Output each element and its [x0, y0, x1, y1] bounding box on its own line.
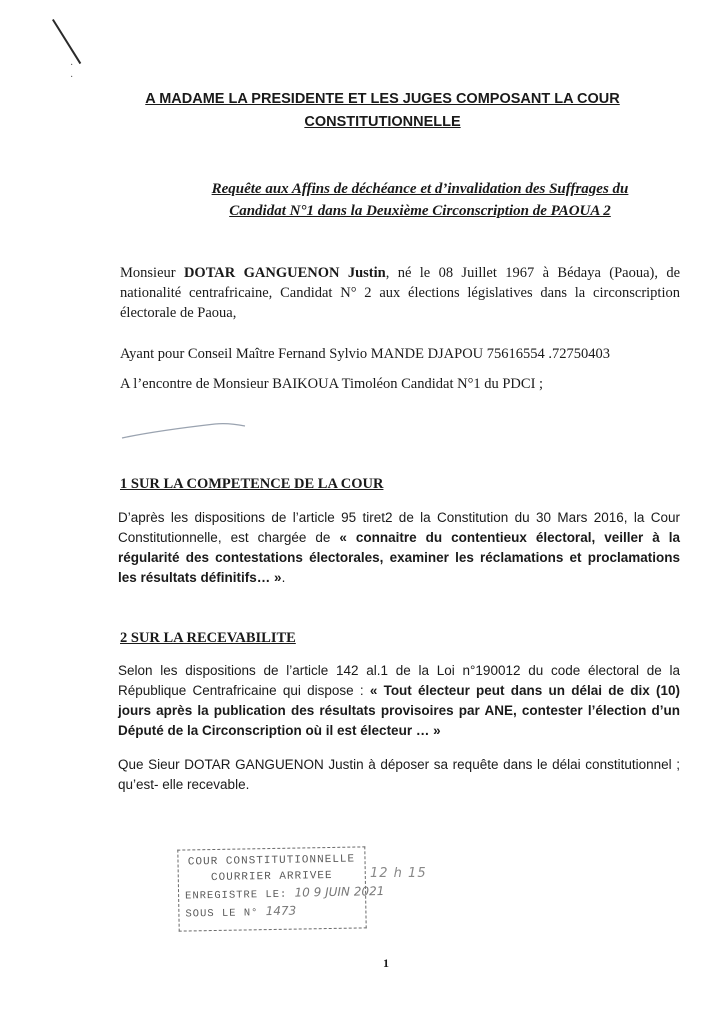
- section-2-conclusion: Que Sieur DOTAR GANGUENON Justin à déposer sa requête dans le délai constitutionnel ; qu’est- elle recevable.: [118, 757, 680, 792]
- section-1-text: [118, 508, 680, 588]
- stamp-number-value: 1473: [265, 903, 297, 919]
- section-2-quote: « Tout électeur peut dans un délai de dix (10) jours après la publication des résultats provisoires par ANE, contester l’élection d’un Député de la Circonscription où il est électeur … »: [118, 683, 680, 738]
- pen-scribble: [120, 418, 250, 443]
- stamp-line-3: [185, 883, 385, 904]
- section-1-quote: « connaitre du contentieux électoral, veiller à la régularité des contestations électorales, examiner les réclamations et proclamations les résultats définitifs… »: [118, 530, 680, 585]
- section-1-title: 1 SUR LA COMPETENCE DE LA COUR: [120, 476, 384, 492]
- heading-line-2: CONSTITUTIONNELLE: [304, 114, 461, 130]
- section-2-text: [118, 661, 680, 741]
- heading-line-1: A MADAME LA PRESIDENTE ET LES JUGES COMPOSANT LA COUR: [145, 91, 620, 107]
- petitioner-name: DOTAR GANGUENON Justin: [183, 265, 386, 281]
- respondent-paragraph: A l’encontre de Monsieur BAIKOUA Timoléon Candidat N°1 du PDCI ;: [120, 376, 544, 392]
- reception-stamp: [177, 846, 385, 931]
- pen-mark: [52, 19, 81, 64]
- addressee-heading: [110, 88, 655, 134]
- petitioner-details: , né le 08 Juillet 1967 à Bédaya (Paoua), de nationalité centrafricaine, Candidat N° 2 aux élections législatives dans la circonscription électorale de Paoua,: [120, 265, 681, 321]
- subject-line-1: Requête aux Affins de déchéance et d’invalidation des Suffrages du: [211, 181, 629, 197]
- page-number: 1: [383, 956, 389, 970]
- pen-dots: · ·: [70, 60, 74, 83]
- stamp-line-4: [185, 901, 359, 922]
- section-2-text-plain: Selon les dispositions de l’article 142 al.1 de la Loi n°190012 du code électoral de la République Centrafricaine qui dispose :: [118, 663, 680, 698]
- stamp-line-2: COURRIER ARRIVEE: [210, 869, 333, 885]
- subject-line-2: Candidat N°1 dans la Deuxième Circonscription de PAOUA 2: [229, 203, 611, 219]
- counsel-paragraph: Ayant pour Conseil Maître Fernand Sylvio MANDE DJAPOU 75616554 .72750403: [120, 346, 611, 362]
- request-subject: [150, 178, 690, 222]
- section-2-title: 2 SUR LA RECEVABILITE: [120, 630, 296, 646]
- petitioner-paragraph: [120, 263, 680, 323]
- stamp-time: 12 h 15: [370, 866, 427, 881]
- stamp-line-1: COUR CONSTITUTIONNELLE: [187, 853, 356, 869]
- stamp-date-value: 10 9 JUIN 2021: [294, 884, 385, 900]
- petitioner-intro: Monsieur: [120, 265, 184, 281]
- section-1-text-end: .: [281, 570, 286, 585]
- stamp-number-label: SOUS LE N°: [185, 907, 259, 921]
- stamp-date-label: ENREGISTRE LE:: [185, 888, 288, 903]
- section-1-text-plain: D’après les dispositions de l’article 95 tiret2 de la Constitution du 30 Mars 2016, la Cour Constitutionnelle, est chargée de: [118, 510, 680, 545]
